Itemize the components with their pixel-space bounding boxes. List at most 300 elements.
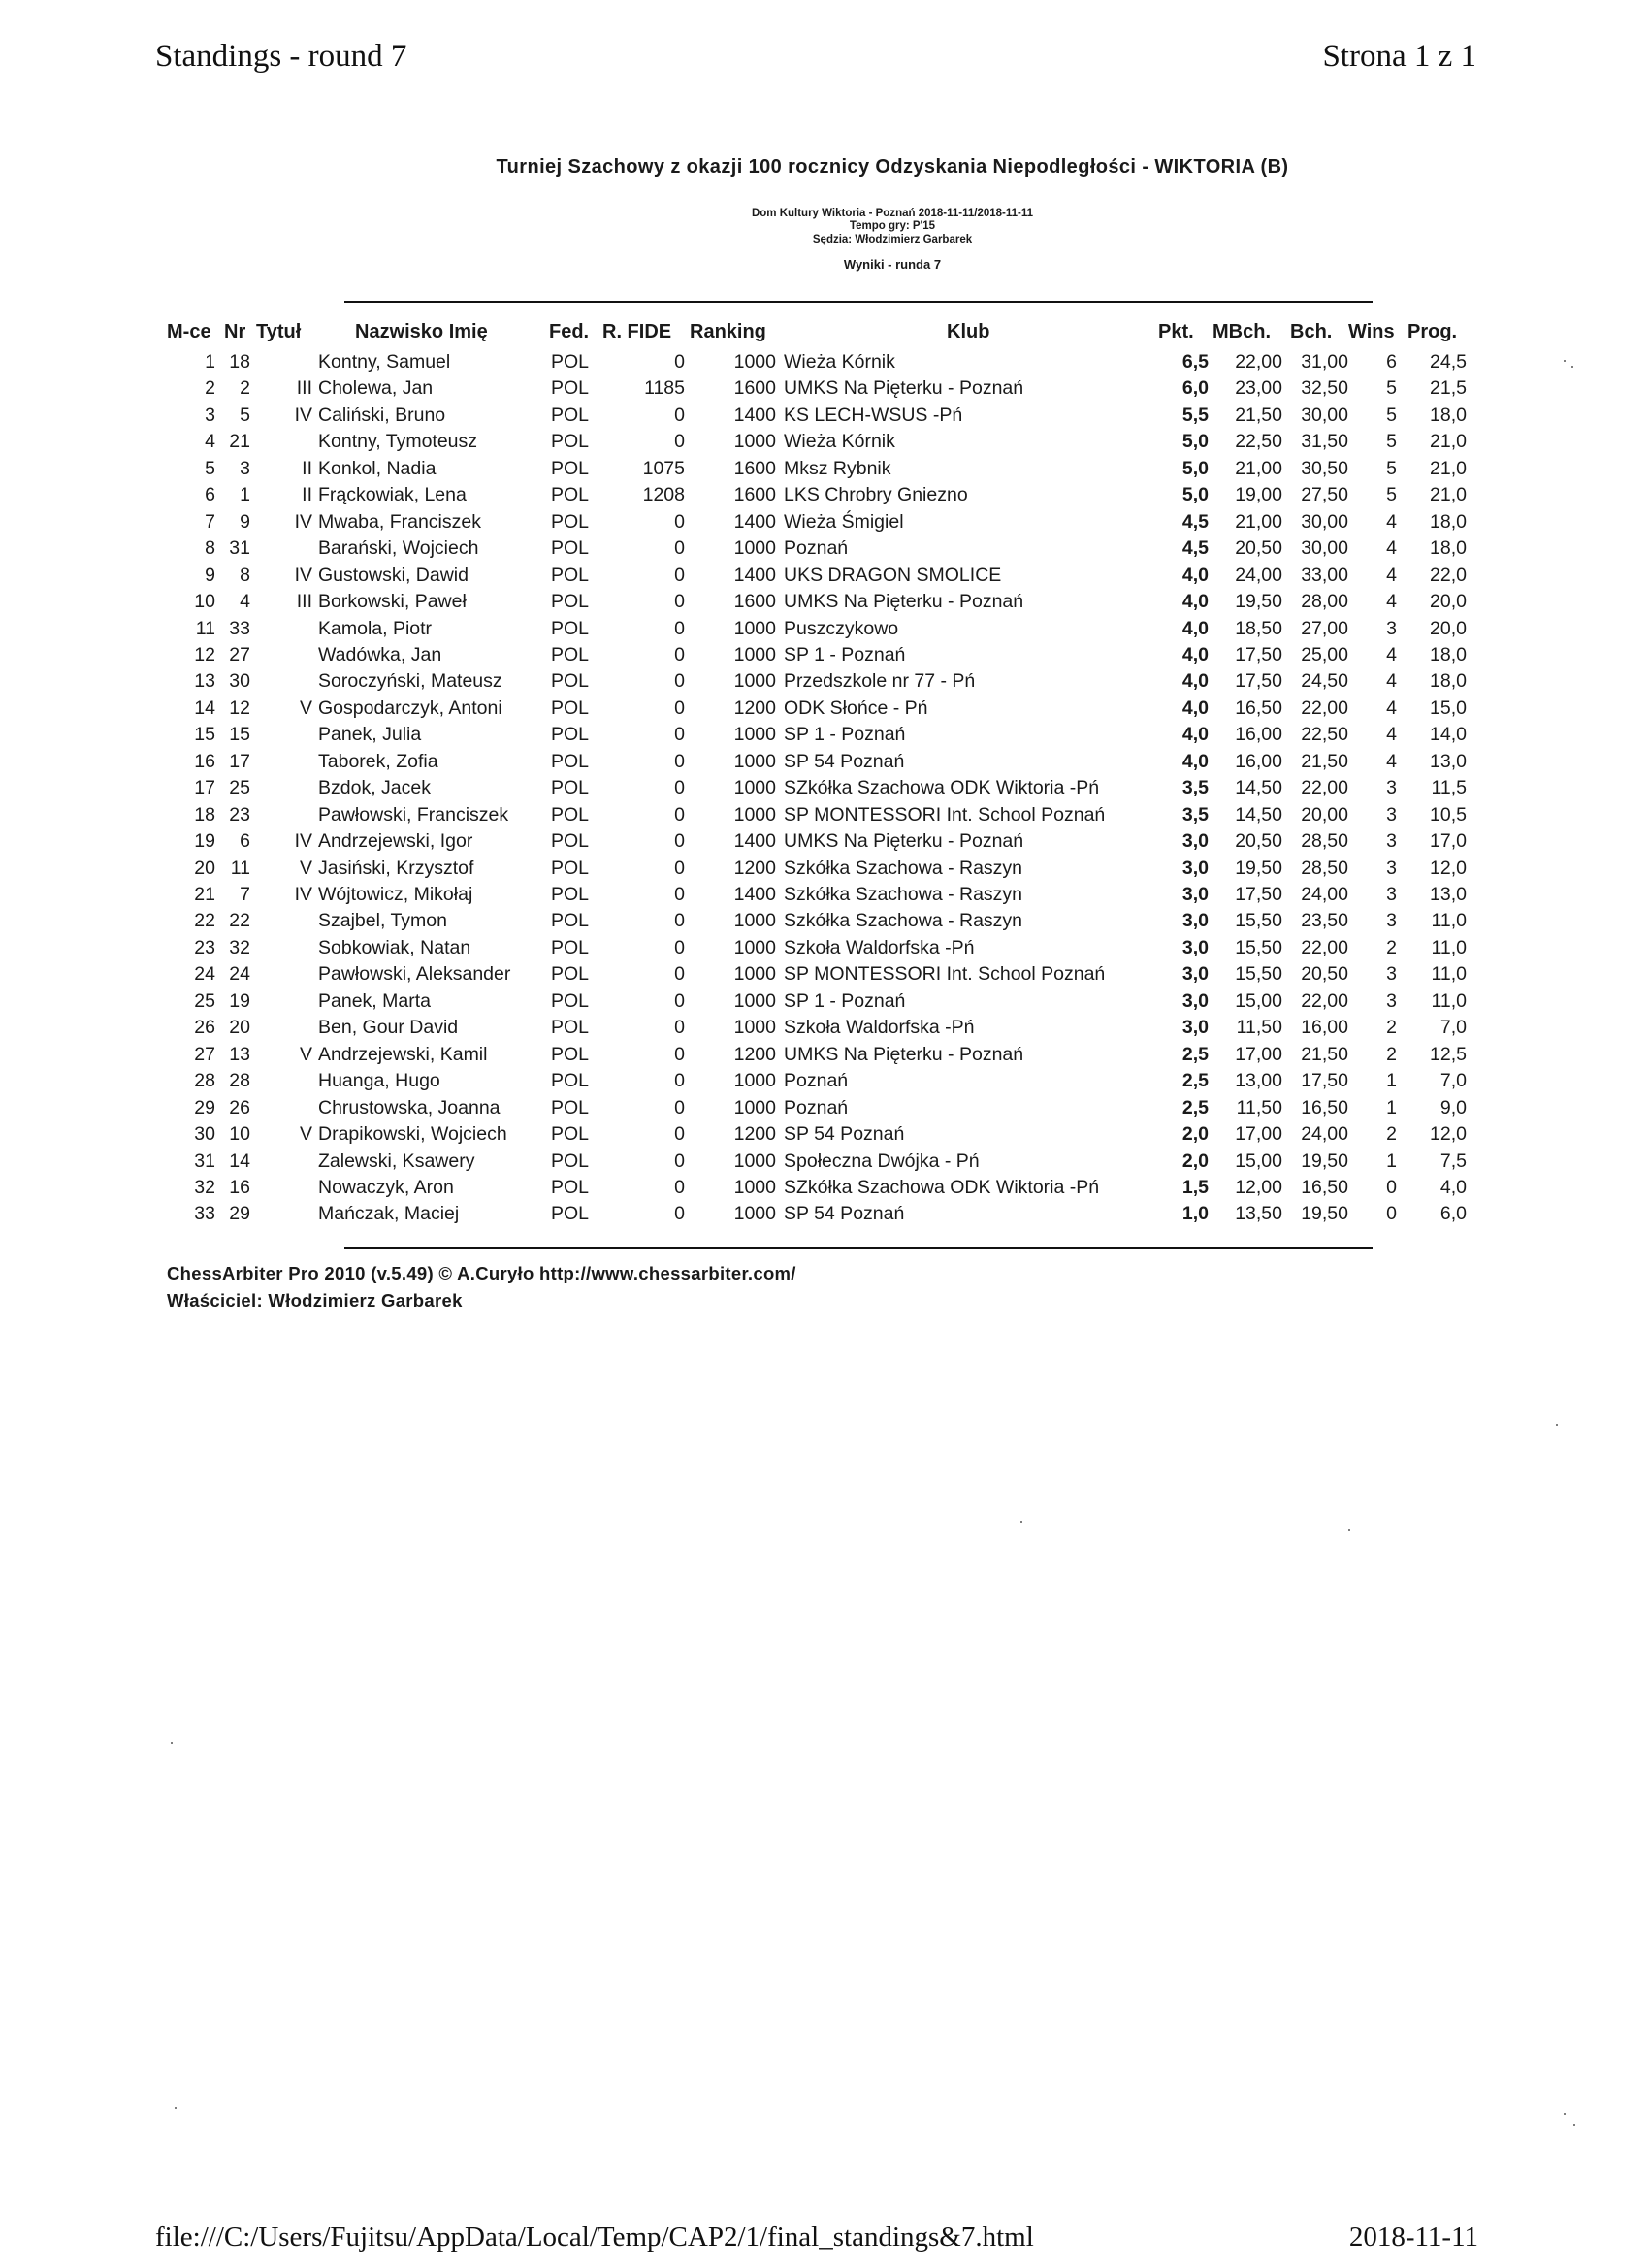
cell-points: 4,0 [1181, 750, 1209, 772]
software-credit: ChessArbiter Pro 2010 (v.5.49) © A.Curyło http://www.chessarbiter.com/ [167, 1263, 796, 1283]
cell-fide: 0 [674, 564, 685, 586]
table-row [0, 962, 1649, 988]
table-row [0, 643, 1649, 669]
cell-wins: 3 [1386, 617, 1397, 639]
scan-speck [1564, 360, 1566, 362]
cell-wins: 3 [1386, 803, 1397, 826]
cell-club: SP 54 Poznań [784, 1123, 905, 1146]
cell-nr: 11 [230, 857, 250, 879]
cell-fed: POL [551, 1150, 590, 1172]
cell-ranking: 1000 [733, 963, 776, 986]
cell-nr: 19 [229, 989, 250, 1012]
cell-place: 6 [205, 484, 215, 506]
cell-fide: 0 [674, 510, 685, 533]
cell-bch: 19,50 [1301, 1203, 1348, 1225]
cell-mbch: 24,00 [1235, 564, 1282, 586]
cell-ranking: 1000 [733, 1176, 776, 1198]
cell-wins: 4 [1386, 724, 1397, 746]
cell-club: Poznań [784, 1096, 849, 1118]
cell-nr: 21 [229, 431, 250, 453]
cell-prog: 12,0 [1430, 1123, 1467, 1146]
cell-fed: POL [551, 457, 590, 479]
cell-mbch: 16,00 [1235, 750, 1282, 772]
cell-fed: POL [551, 963, 590, 986]
cell-fide: 1208 [642, 484, 685, 506]
cell-fed: POL [551, 1017, 590, 1039]
cell-fide: 0 [674, 351, 685, 373]
table-row [0, 404, 1649, 430]
cell-points: 6,0 [1181, 377, 1209, 400]
cell-nr: 25 [229, 777, 250, 799]
cell-mbch: 17,50 [1235, 670, 1282, 693]
cell-points: 4,5 [1181, 537, 1209, 560]
cell-wins: 2 [1386, 1123, 1397, 1146]
col-header-nr: Nr [224, 321, 246, 342]
cell-prog: 17,0 [1430, 830, 1467, 853]
print-footer [0, 2221, 1649, 2260]
cell-bch: 24,50 [1301, 670, 1348, 693]
cell-place: 31 [194, 1150, 215, 1172]
cell-mbch: 15,50 [1235, 963, 1282, 986]
col-header-title: Tytuł [256, 321, 302, 342]
owner-line: Właściciel: Włodzimierz Garbarek [167, 1290, 463, 1311]
cell-title: V [299, 1043, 312, 1065]
col-header-club: Klub [947, 321, 990, 342]
table-bottom-rule [344, 1247, 1373, 1249]
cell-bch: 28,50 [1301, 857, 1348, 879]
cell-name: Mwaba, Franciszek [318, 510, 481, 533]
cell-club: SP 1 - Poznań [784, 989, 906, 1012]
cell-fed: POL [551, 377, 590, 400]
scan-speck [1020, 1521, 1022, 1523]
cell-nr: 27 [229, 643, 250, 665]
scan-speck [1348, 1529, 1350, 1531]
cell-title: IV [294, 884, 312, 905]
cell-place: 5 [205, 457, 215, 479]
cell-name: Panek, Julia [318, 724, 422, 746]
table-row [0, 1150, 1649, 1176]
print-header [0, 39, 1649, 78]
cell-prog: 11,0 [1431, 910, 1467, 932]
cell-title: V [299, 1123, 312, 1146]
cell-title: IV [294, 404, 312, 426]
cell-wins: 3 [1386, 884, 1397, 905]
cell-points: 3,0 [1181, 830, 1209, 853]
cell-bch: 22,00 [1301, 697, 1348, 719]
cell-fide: 0 [674, 750, 685, 772]
cell-prog: 22,0 [1430, 564, 1467, 586]
cell-ranking: 1600 [733, 591, 776, 613]
cell-wins: 3 [1386, 963, 1397, 986]
cell-wins: 6 [1386, 351, 1397, 373]
table-row [0, 989, 1649, 1016]
cell-nr: 2 [240, 377, 250, 400]
cell-prog: 21,5 [1430, 377, 1467, 400]
cell-fide: 0 [674, 1123, 685, 1146]
scan-speck [171, 1742, 173, 1744]
cell-title: III [296, 377, 312, 400]
cell-fed: POL [551, 1070, 590, 1092]
cell-fed: POL [551, 1203, 590, 1225]
cell-mbch: 12,00 [1235, 1176, 1282, 1198]
cell-ranking: 1600 [733, 377, 776, 400]
cell-nr: 6 [240, 830, 250, 853]
cell-bch: 30,00 [1301, 404, 1348, 426]
table-row [0, 723, 1649, 749]
cell-wins: 4 [1386, 537, 1397, 560]
cell-fed: POL [551, 936, 590, 958]
cell-fed: POL [551, 884, 590, 905]
cell-nr: 14 [229, 1150, 250, 1172]
scan-speck [175, 2107, 177, 2109]
cell-fed: POL [551, 564, 590, 586]
cell-wins: 2 [1386, 1043, 1397, 1065]
file-path: file:///C:/Users/Fujitsu/AppData/Local/Temp/CAP2/1/final_standings&7.html [155, 2221, 1034, 2252]
cell-prog: 14,0 [1430, 724, 1467, 746]
cell-mbch: 19,50 [1235, 591, 1282, 613]
scan-speck [1556, 1424, 1558, 1426]
cell-wins: 4 [1386, 564, 1397, 586]
cell-bch: 23,50 [1301, 910, 1348, 932]
cell-name: Gospodarczyk, Antoni [318, 697, 502, 719]
cell-club: Puszczykowo [784, 617, 899, 639]
table-row [0, 564, 1649, 590]
cell-bch: 17,50 [1301, 1070, 1348, 1092]
table-row [0, 617, 1649, 643]
cell-club: ODK Słońce - Pń [784, 697, 928, 719]
cell-fed: POL [551, 404, 590, 426]
cell-name: Kontny, Samuel [318, 351, 451, 373]
cell-fide: 0 [674, 1176, 685, 1198]
cell-points: 3,0 [1181, 857, 1209, 879]
cell-fide: 1075 [642, 457, 685, 479]
col-header-prog: Prog. [1407, 321, 1458, 342]
cell-club: Szkółka Szachowa - Raszyn [784, 910, 1023, 932]
cell-place: 27 [194, 1043, 215, 1065]
cell-fide: 0 [674, 989, 685, 1012]
cell-prog: 18,0 [1430, 510, 1467, 533]
cell-nr: 31 [229, 537, 250, 560]
table-row [0, 590, 1649, 616]
cell-nr: 29 [229, 1203, 250, 1225]
cell-ranking: 1000 [733, 1017, 776, 1039]
cell-title: V [299, 857, 312, 879]
cell-fide: 0 [674, 803, 685, 826]
cell-place: 25 [194, 989, 215, 1012]
table-row [0, 510, 1649, 536]
cell-club: LKS Chrobry Gniezno [784, 484, 968, 506]
cell-wins: 2 [1386, 1017, 1397, 1039]
cell-ranking: 1000 [733, 670, 776, 693]
cell-ranking: 1000 [733, 724, 776, 746]
cell-wins: 5 [1386, 484, 1397, 506]
cell-name: Frąckowiak, Lena [318, 484, 467, 506]
cell-ranking: 1400 [733, 884, 776, 905]
cell-prog: 10,5 [1430, 803, 1467, 826]
cell-title: III [296, 591, 312, 613]
cell-bch: 16,50 [1301, 1176, 1348, 1198]
cell-fed: POL [551, 1176, 590, 1198]
cell-prog: 6,0 [1439, 1203, 1467, 1225]
cell-name: Chrustowska, Joanna [318, 1096, 501, 1118]
cell-ranking: 1000 [733, 1203, 776, 1225]
venue-date-line: Dom Kultury Wiktoria - Poznań 2018-11-11/2018-11-11 [751, 208, 1034, 219]
cell-place: 32 [194, 1176, 215, 1198]
cell-nr: 23 [229, 803, 250, 826]
cell-ranking: 1000 [733, 989, 776, 1012]
table-top-rule [344, 301, 1373, 303]
arbiter-line: Sędzia: Włodzimierz Garbarek [812, 234, 973, 245]
cell-fed: POL [551, 643, 590, 665]
cell-mbch: 20,50 [1235, 830, 1282, 853]
cell-ranking: 1000 [733, 351, 776, 373]
cell-bch: 28,50 [1301, 830, 1348, 853]
cell-club: UMKS Na Pięterku - Poznań [784, 377, 1024, 400]
cell-prog: 21,0 [1430, 484, 1467, 506]
cell-name: Cholewa, Jan [318, 377, 434, 400]
cell-fed: POL [551, 777, 590, 799]
cell-mbch: 11,50 [1236, 1096, 1282, 1118]
cell-mbch: 14,50 [1235, 777, 1282, 799]
cell-club: UMKS Na Pięterku - Poznań [784, 591, 1024, 613]
cell-bch: 30,00 [1301, 510, 1348, 533]
cell-bch: 22,00 [1301, 936, 1348, 958]
col-header-fed: Fed. [549, 321, 590, 342]
cell-place: 21 [194, 884, 215, 905]
cell-club: Szkółka Szachowa - Raszyn [784, 857, 1023, 879]
cell-fide: 0 [674, 431, 685, 453]
cell-name: Ben, Gour David [318, 1017, 459, 1039]
cell-fide: 0 [674, 936, 685, 958]
cell-points: 4,0 [1181, 697, 1209, 719]
cell-name: Pawłowski, Aleksander [318, 963, 511, 986]
cell-bch: 19,50 [1301, 1150, 1348, 1172]
cell-fide: 0 [674, 963, 685, 986]
cell-prog: 11,0 [1431, 936, 1467, 958]
cell-mbch: 21,00 [1235, 457, 1282, 479]
cell-fide: 0 [674, 643, 685, 665]
cell-club: Szkoła Waldorfska -Pń [784, 1017, 975, 1039]
cell-bch: 21,50 [1301, 1043, 1348, 1065]
cell-points: 4,0 [1181, 670, 1209, 693]
cell-mbch: 22,00 [1235, 351, 1282, 373]
cell-points: 2,5 [1181, 1070, 1209, 1092]
cell-name: Kontny, Tymoteusz [318, 431, 478, 453]
cell-title: IV [294, 564, 312, 586]
cell-name: Nowaczyk, Aron [318, 1176, 454, 1198]
cell-points: 1,0 [1181, 1203, 1209, 1225]
cell-bch: 33,00 [1301, 564, 1348, 586]
cell-points: 4,0 [1181, 724, 1209, 746]
col-header-fide: R. FIDE [602, 321, 672, 342]
cell-place: 18 [194, 803, 215, 826]
cell-wins: 4 [1386, 697, 1397, 719]
cell-points: 5,0 [1181, 431, 1209, 453]
cell-fed: POL [551, 1096, 590, 1118]
cell-nr: 5 [240, 404, 250, 426]
cell-prog: 21,0 [1430, 431, 1467, 453]
table-row [0, 430, 1649, 456]
cell-mbch: 20,50 [1235, 537, 1282, 560]
results-round-line: Wyniki - runda 7 [843, 257, 942, 272]
cell-nr: 28 [229, 1070, 250, 1092]
cell-fide: 0 [674, 724, 685, 746]
cell-fed: POL [551, 1043, 590, 1065]
cell-points: 3,5 [1181, 777, 1209, 799]
cell-name: Gustowski, Dawid [318, 564, 469, 586]
col-header-bch: Bch. [1290, 321, 1333, 342]
cell-place: 33 [194, 1203, 215, 1225]
col-header-mbch: MBch. [1212, 321, 1271, 342]
cell-prog: 18,0 [1430, 537, 1467, 560]
cell-title: II [302, 484, 312, 506]
cell-nr: 24 [229, 963, 250, 986]
cell-bch: 30,50 [1301, 457, 1348, 479]
cell-nr: 13 [229, 1043, 250, 1065]
cell-fide: 0 [674, 404, 685, 426]
cell-wins: 0 [1386, 1203, 1397, 1225]
cell-title: IV [294, 830, 312, 853]
cell-ranking: 1000 [733, 1070, 776, 1092]
cell-bch: 20,50 [1301, 963, 1348, 986]
table-row [0, 1122, 1649, 1149]
cell-prog: 4,0 [1439, 1176, 1467, 1198]
cell-place: 19 [194, 830, 215, 853]
cell-place: 14 [194, 697, 215, 719]
cell-place: 28 [194, 1070, 215, 1092]
table-row [0, 936, 1649, 962]
cell-mbch: 17,50 [1235, 884, 1282, 905]
table-row [0, 1176, 1649, 1202]
cell-ranking: 1000 [733, 617, 776, 639]
cell-nr: 30 [229, 670, 250, 693]
cell-wins: 2 [1386, 936, 1397, 958]
cell-wins: 3 [1386, 989, 1397, 1012]
cell-prog: 7,0 [1439, 1017, 1467, 1039]
cell-place: 24 [194, 963, 215, 986]
cell-ranking: 1200 [733, 857, 776, 879]
cell-mbch: 17,50 [1235, 643, 1282, 665]
cell-wins: 5 [1386, 457, 1397, 479]
cell-bch: 22,00 [1301, 777, 1348, 799]
cell-name: Bzdok, Jacek [318, 777, 431, 799]
cell-name: Huanga, Hugo [318, 1070, 440, 1092]
cell-club: Wieża Śmigiel [784, 510, 904, 533]
cell-prog: 24,5 [1430, 351, 1467, 373]
cell-club: SZkółka Szachowa ODK Wiktoria -Pń [784, 1176, 1100, 1198]
cell-nr: 12 [229, 697, 250, 719]
table-row [0, 750, 1649, 776]
cell-nr: 8 [240, 564, 250, 586]
cell-prog: 18,0 [1430, 670, 1467, 693]
cell-wins: 3 [1386, 910, 1397, 932]
cell-prog: 9,0 [1439, 1096, 1467, 1118]
cell-club: SP 54 Poznań [784, 1203, 905, 1225]
cell-fide: 0 [674, 697, 685, 719]
cell-club: SZkółka Szachowa ODK Wiktoria -Pń [784, 777, 1100, 799]
col-header-wins: Wins [1348, 321, 1395, 342]
cell-fed: POL [551, 351, 590, 373]
cell-club: Przedszkole nr 77 - Pń [784, 670, 976, 693]
cell-mbch: 16,50 [1235, 697, 1282, 719]
cell-ranking: 1000 [733, 431, 776, 453]
cell-prog: 18,0 [1430, 404, 1467, 426]
cell-place: 9 [205, 564, 215, 586]
cell-prog: 13,0 [1430, 884, 1467, 905]
cell-mbch: 11,50 [1236, 1017, 1282, 1039]
cell-mbch: 21,00 [1235, 510, 1282, 533]
cell-nr: 7 [240, 884, 250, 905]
cell-fed: POL [551, 724, 590, 746]
cell-mbch: 21,50 [1235, 404, 1282, 426]
print-date: 2018-11-11 [1348, 2221, 1478, 2252]
cell-points: 2,5 [1181, 1043, 1209, 1065]
table-row [0, 697, 1649, 723]
cell-bch: 24,00 [1301, 884, 1348, 905]
cell-bch: 22,50 [1301, 724, 1348, 746]
cell-name: Borkowski, Paweł [318, 591, 467, 613]
cell-name: Jasiński, Krzysztof [318, 857, 474, 879]
cell-name: Szajbel, Tymon [318, 910, 447, 932]
cell-nr: 15 [229, 724, 250, 746]
cell-club: Poznań [784, 1070, 849, 1092]
table-row [0, 883, 1649, 909]
cell-nr: 33 [229, 617, 250, 639]
table-row [0, 803, 1649, 829]
cell-fed: POL [551, 803, 590, 826]
cell-club: KS LECH-WSUS -Pń [784, 404, 963, 426]
cell-prog: 20,0 [1430, 617, 1467, 639]
cell-name: Drapikowski, Wojciech [318, 1123, 507, 1146]
cell-place: 22 [194, 910, 215, 932]
col-header-ranking: Ranking [690, 321, 766, 342]
cell-wins: 4 [1386, 591, 1397, 613]
cell-title: V [299, 697, 312, 719]
cell-prog: 11,0 [1431, 963, 1467, 986]
cell-mbch: 18,50 [1235, 617, 1282, 639]
cell-ranking: 1000 [733, 1150, 776, 1172]
cell-prog: 11,5 [1431, 777, 1467, 799]
cell-place: 13 [194, 670, 215, 693]
cell-fide: 0 [674, 830, 685, 853]
cell-ranking: 1000 [733, 910, 776, 932]
cell-name: Konkol, Nadia [318, 457, 436, 479]
cell-name: Panek, Marta [318, 989, 431, 1012]
table-row [0, 457, 1649, 483]
cell-club: UKS DRAGON SMOLICE [784, 564, 1002, 586]
cell-place: 17 [194, 777, 215, 799]
cell-prog: 13,0 [1430, 750, 1467, 772]
cell-bch: 22,00 [1301, 989, 1348, 1012]
cell-nr: 3 [240, 457, 250, 479]
cell-place: 2 [205, 377, 215, 400]
cell-name: Kamola, Piotr [318, 617, 433, 639]
cell-points: 3,0 [1181, 989, 1209, 1012]
cell-ranking: 1000 [733, 643, 776, 665]
scan-speck [1571, 366, 1573, 368]
cell-name: Mańczak, Maciej [318, 1203, 460, 1225]
cell-fide: 0 [674, 1096, 685, 1118]
cell-bch: 27,00 [1301, 617, 1348, 639]
tempo-line: Tempo gry: P'15 [849, 220, 936, 232]
col-header-name: Nazwisko Imię [355, 321, 488, 342]
cell-mbch: 23,00 [1235, 377, 1282, 400]
table-row [0, 536, 1649, 563]
cell-wins: 3 [1386, 777, 1397, 799]
cell-club: Szkoła Waldorfska -Pń [784, 936, 975, 958]
page-counter: Strona 1 z 1 [1322, 39, 1476, 74]
cell-wins: 5 [1386, 431, 1397, 453]
